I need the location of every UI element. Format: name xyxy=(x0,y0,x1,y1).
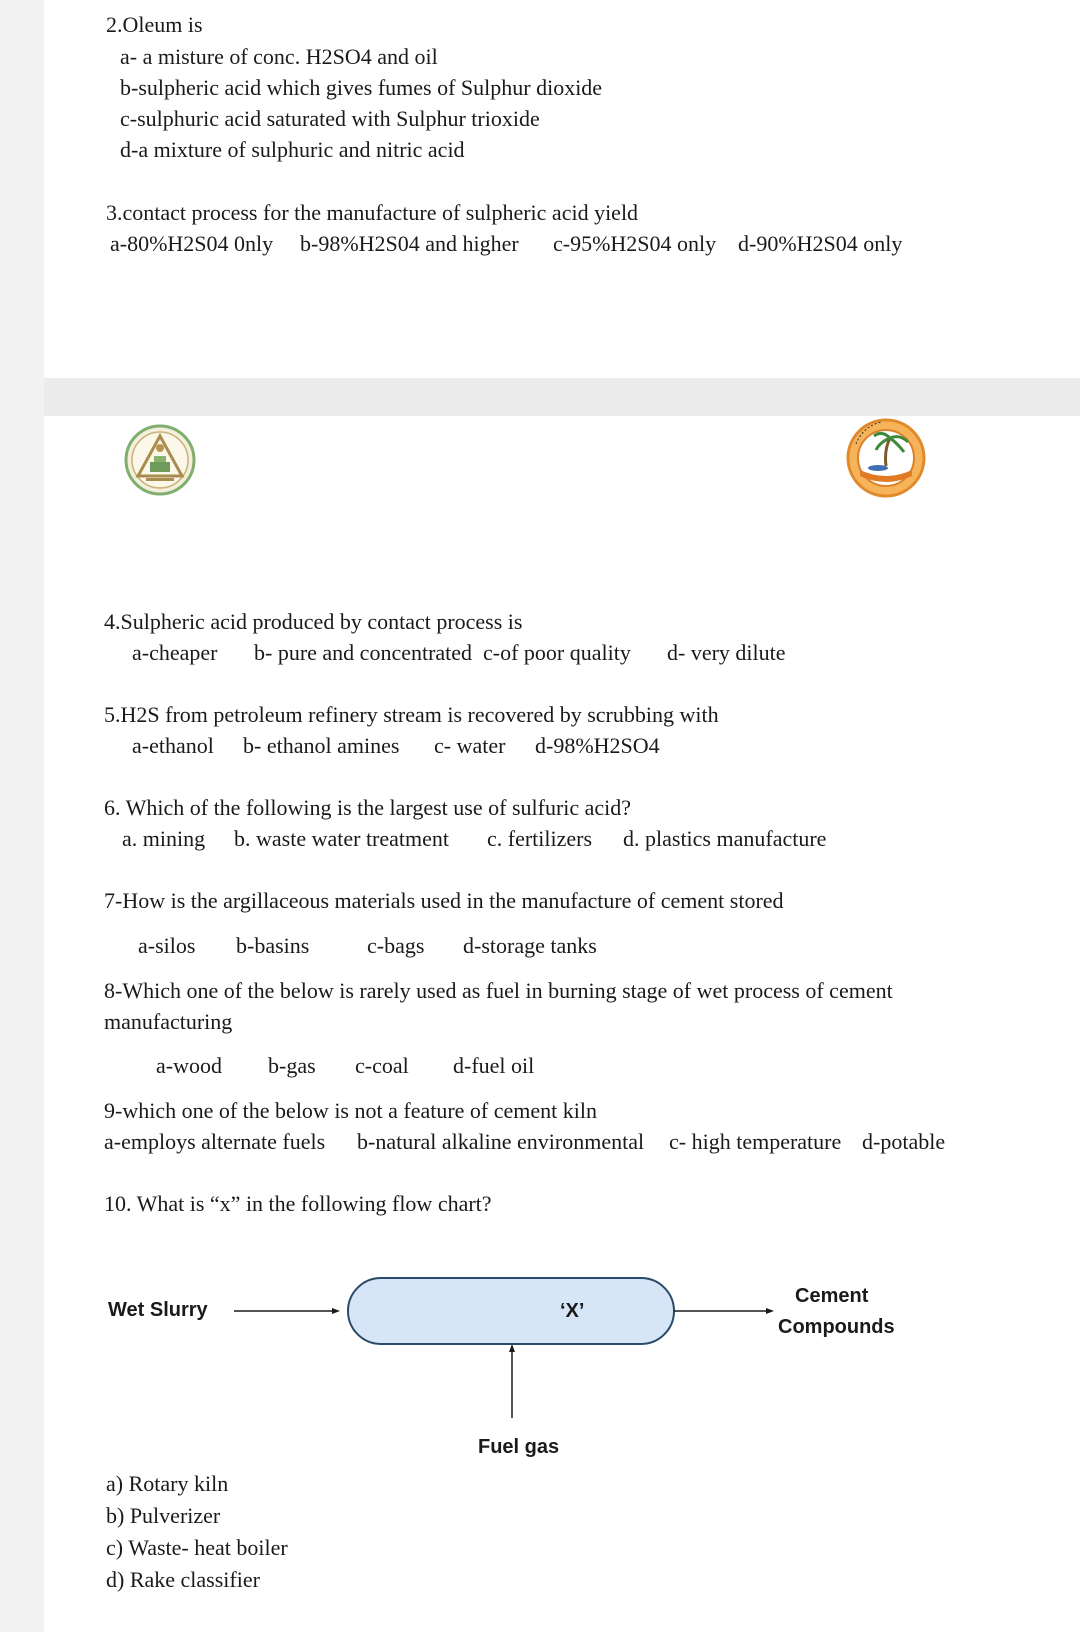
q2-option-a: a- a misture of conc. H2SO4 and oil xyxy=(120,44,438,69)
q8-option-c: c-coal xyxy=(355,1053,409,1078)
q8-option-a: a-wood xyxy=(156,1053,222,1078)
q6-option-c: c. fertilizers xyxy=(487,826,593,851)
unit-x-box xyxy=(348,1278,674,1344)
question-6: 6. Which of the following is the largest use of sulfuric acid? xyxy=(104,795,632,820)
q3-option-d: d-90%H2S04 only xyxy=(738,231,903,256)
q7-option-a: a-silos xyxy=(138,933,196,958)
q2-option-c: c-sulphuric acid saturated with Sulphur trioxide xyxy=(120,106,540,131)
q9-option-c: c- high temperature xyxy=(669,1129,842,1154)
question-8-line-2: manufacturing xyxy=(104,1009,233,1034)
q10-option-d: d) Rake classifier xyxy=(106,1567,260,1592)
q4-option-c: c-of poor quality xyxy=(483,640,631,665)
q8-option-b: b-gas xyxy=(268,1053,316,1078)
q9-option-a: a-employs alternate fuels xyxy=(104,1129,326,1154)
q2-option-b: b-sulpheric acid which gives fumes of Sulphur dioxide xyxy=(120,75,603,100)
question-5: 5.H2S from petroleum refinery stream is recovered by scrubbing with xyxy=(104,702,719,727)
question-9: 9-which one of the below is not a feature of cement kiln xyxy=(104,1098,598,1123)
flow-input-label: Wet Slurry xyxy=(108,1299,208,1321)
q10-option-b: b) Pulverizer xyxy=(106,1503,221,1528)
q2-option-d: d-a mixture of sulphuric and nitric acid xyxy=(120,137,465,162)
question-8-line-1: 8-Which one of the below is rarely used as fuel in burning stage of wet process of cement xyxy=(104,978,893,1003)
question-2: 2.Oleum is xyxy=(106,12,203,37)
flow-fuel-label: Fuel gas xyxy=(478,1436,560,1458)
flow-output-label-line-1: Cement xyxy=(795,1285,869,1307)
q9-option-b: b-natural alkaline environmental xyxy=(357,1129,645,1154)
q5-option-a: a-ethanol xyxy=(132,733,214,758)
input-arrowhead xyxy=(332,1308,340,1314)
question-4: 4.Sulpheric acid produced by contact process is xyxy=(104,609,523,634)
q7-option-d: d-storage tanks xyxy=(463,933,597,958)
q4-option-b: b- pure and concentrated xyxy=(254,640,473,665)
q5-option-d: d-98%H2SO4 xyxy=(535,733,660,758)
output-arrowhead xyxy=(766,1308,774,1314)
q3-option-b: b-98%H2S04 and higher xyxy=(300,231,519,256)
question-3: 3.contact process for the manufacture of sulpheric acid yield xyxy=(106,200,639,225)
q5-option-c: c- water xyxy=(434,733,506,758)
q4-option-a: a-cheaper xyxy=(132,640,218,665)
question-7: 7-How is the argillaceous materials used in the manufacture of cement stored xyxy=(104,888,784,913)
q7-option-c: c-bags xyxy=(367,933,425,958)
q4-option-d: d- very dilute xyxy=(667,640,786,665)
flow-output-label-line-2: Compounds xyxy=(778,1316,895,1338)
q5-option-b: b- ethanol amines xyxy=(243,733,400,758)
q6-option-a: a. mining xyxy=(122,826,206,851)
flow-unit-label: ‘X’ xyxy=(560,1300,585,1322)
q6-option-d: d. plastics manufacture xyxy=(623,826,827,851)
q10-option-c: c) Waste- heat boiler xyxy=(106,1535,288,1560)
q3-option-a: a-80%H2S04 0nly xyxy=(110,231,274,256)
q7-option-b: b-basins xyxy=(236,933,310,958)
fuel-arrowhead xyxy=(509,1344,515,1352)
q3-option-c: c-95%H2S04 only xyxy=(553,231,717,256)
q10-option-a: a) Rotary kiln xyxy=(106,1471,229,1496)
question-10: 10. What is “x” in the following flow chart? xyxy=(104,1191,492,1216)
q8-option-d: d-fuel oil xyxy=(453,1053,535,1078)
q9-option-d: d-potable xyxy=(862,1129,946,1154)
q6-option-b: b. waste water treatment xyxy=(234,826,450,851)
